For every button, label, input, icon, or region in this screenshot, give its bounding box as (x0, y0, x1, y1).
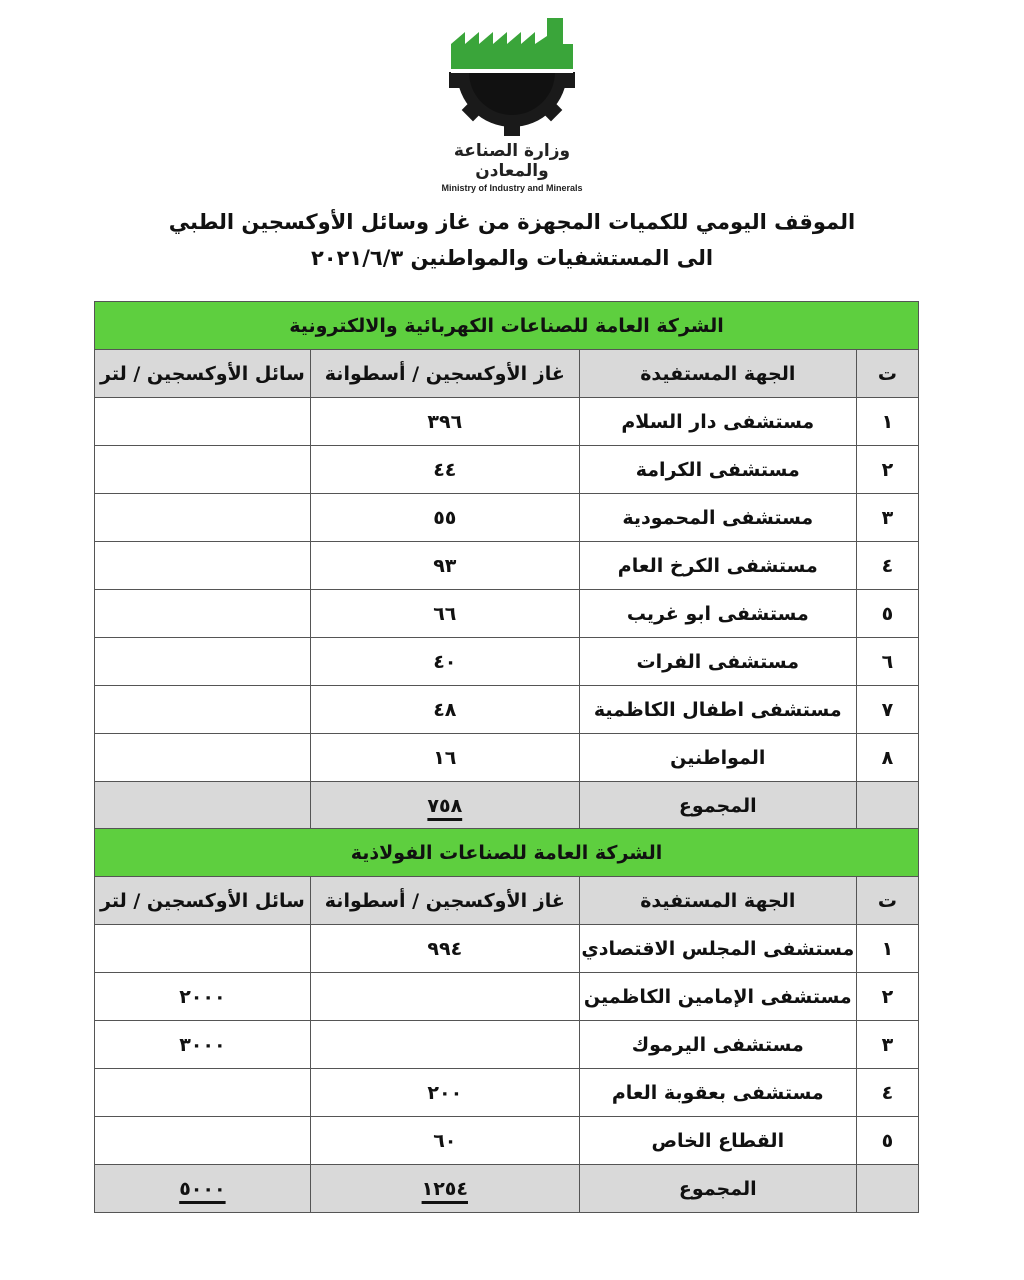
row-entity: مستشفى اطفال الكاظمية (579, 686, 856, 734)
row-liquid (95, 686, 311, 734)
row-liquid: ٣٠٠٠ (95, 1021, 311, 1069)
row-num: ٣ (856, 494, 918, 542)
report-title-line1: الموقف اليومي للكميات المجهزة من غاز وسائل الأوكسجين الطبي (168, 210, 856, 234)
row-entity: مستشفى اليرموك (579, 1021, 856, 1069)
row-liquid (95, 542, 311, 590)
table-row (95, 542, 919, 590)
row-num: ١ (856, 925, 918, 973)
row-num: ٢ (856, 973, 918, 1021)
row-liquid (95, 925, 311, 973)
total-row (95, 782, 919, 830)
row-liquid (95, 398, 311, 446)
table-row (95, 973, 919, 1021)
row-entity: مستشفى الفرات (579, 638, 856, 686)
row-num: ٢ (856, 446, 918, 494)
total-row (95, 1165, 919, 1213)
table-row (95, 1117, 919, 1165)
table-row (95, 398, 919, 446)
row-gas: ٥٥ (310, 494, 579, 542)
total-num-cell (856, 1165, 918, 1213)
row-gas (310, 1021, 579, 1069)
row-liquid (95, 446, 311, 494)
row-entity: مستشفى الإمامين الكاظمين (579, 973, 856, 1021)
section-title: الشركة العامة للصناعات الكهربائية والالكترونية (95, 302, 919, 350)
row-num: ٦ (856, 638, 918, 686)
col-header-liquid: سائل الأوكسجين / لتر (95, 350, 311, 398)
row-gas: ٩٩٤ (310, 925, 579, 973)
col-header-num: ت (856, 877, 918, 925)
row-gas: ٩٣ (310, 542, 579, 590)
ministry-logo (420, 14, 604, 194)
row-gas: ٤٨ (310, 686, 579, 734)
report-title (150, 204, 874, 276)
row-gas: ١٦ (310, 734, 579, 782)
row-num: ٨ (856, 734, 918, 782)
row-entity: مستشفى الكرامة (579, 446, 856, 494)
row-num: ٧ (856, 686, 918, 734)
row-num: ٤ (856, 542, 918, 590)
row-liquid (95, 1117, 311, 1165)
total-gas-value: ٧٥٨ (427, 794, 463, 817)
col-header-entity: الجهة المستفيدة (579, 350, 856, 398)
row-entity: المواطنين (579, 734, 856, 782)
total-label: المجموع (579, 782, 856, 830)
section-header-row (95, 302, 919, 350)
row-gas: ٦٠ (310, 1117, 579, 1165)
row-gas: ٦٦ (310, 590, 579, 638)
table-section-2 (94, 828, 919, 1213)
col-header-gas: غاز الأوكسجين / أسطوانة (310, 350, 579, 398)
row-liquid (95, 734, 311, 782)
total-liquid (95, 782, 311, 830)
table-section-1 (94, 301, 919, 830)
row-gas: ٤٤ (310, 446, 579, 494)
row-num: ٥ (856, 1117, 918, 1165)
row-num: ٥ (856, 590, 918, 638)
row-gas: ٤٠ (310, 638, 579, 686)
row-liquid (95, 590, 311, 638)
table-row (95, 734, 919, 782)
row-num: ١ (856, 398, 918, 446)
row-liquid (95, 638, 311, 686)
table-row (95, 494, 919, 542)
total-label: المجموع (579, 1165, 856, 1213)
col-header-num: ت (856, 350, 918, 398)
row-liquid (95, 494, 311, 542)
ministry-name-en: Ministry of Industry and Minerals (441, 183, 583, 193)
total-gas (310, 782, 579, 830)
col-header-entity: الجهة المستفيدة (579, 877, 856, 925)
table-row (95, 925, 919, 973)
table-row (95, 686, 919, 734)
table-row (95, 590, 919, 638)
column-header-row (95, 350, 919, 398)
row-gas (310, 973, 579, 1021)
row-entity: القطاع الخاص (579, 1117, 856, 1165)
section-title: الشركة العامة للصناعات الفولاذية (95, 829, 919, 877)
col-header-gas: غاز الأوكسجين / أسطوانة (310, 877, 579, 925)
table-row (95, 1069, 919, 1117)
section-header-row (95, 829, 919, 877)
table-row (95, 1021, 919, 1069)
row-entity: مستشفى المجلس الاقتصادي (579, 925, 856, 973)
row-entity: مستشفى بعقوبة العام (579, 1069, 856, 1117)
report-title-line2: الى المستشفيات والمواطنين ٢٠٢١/٦/٣ (310, 246, 714, 270)
row-liquid (95, 1069, 311, 1117)
total-liquid (95, 1165, 311, 1213)
row-gas: ٢٠٠ (310, 1069, 579, 1117)
total-liquid-value: ٥٠٠٠ (179, 1177, 226, 1200)
row-entity: مستشفى دار السلام (579, 398, 856, 446)
factory-gear-icon (447, 14, 577, 139)
table-row (95, 446, 919, 494)
col-header-liquid: سائل الأوكسجين / لتر (95, 877, 311, 925)
total-gas-value: ١٢٥٤ (421, 1177, 468, 1200)
row-entity: مستشفى المحمودية (579, 494, 856, 542)
row-entity: مستشفى ابو غريب (579, 590, 856, 638)
row-num: ٣ (856, 1021, 918, 1069)
row-gas: ٣٩٦ (310, 398, 579, 446)
ministry-name-ar: وزارة الصناعة والمعادن (453, 141, 571, 181)
table-row (95, 638, 919, 686)
row-entity: مستشفى الكرخ العام (579, 542, 856, 590)
row-num: ٤ (856, 1069, 918, 1117)
total-num-cell (856, 782, 918, 830)
column-header-row (95, 877, 919, 925)
row-liquid: ٢٠٠٠ (95, 973, 311, 1021)
total-gas (310, 1165, 579, 1213)
